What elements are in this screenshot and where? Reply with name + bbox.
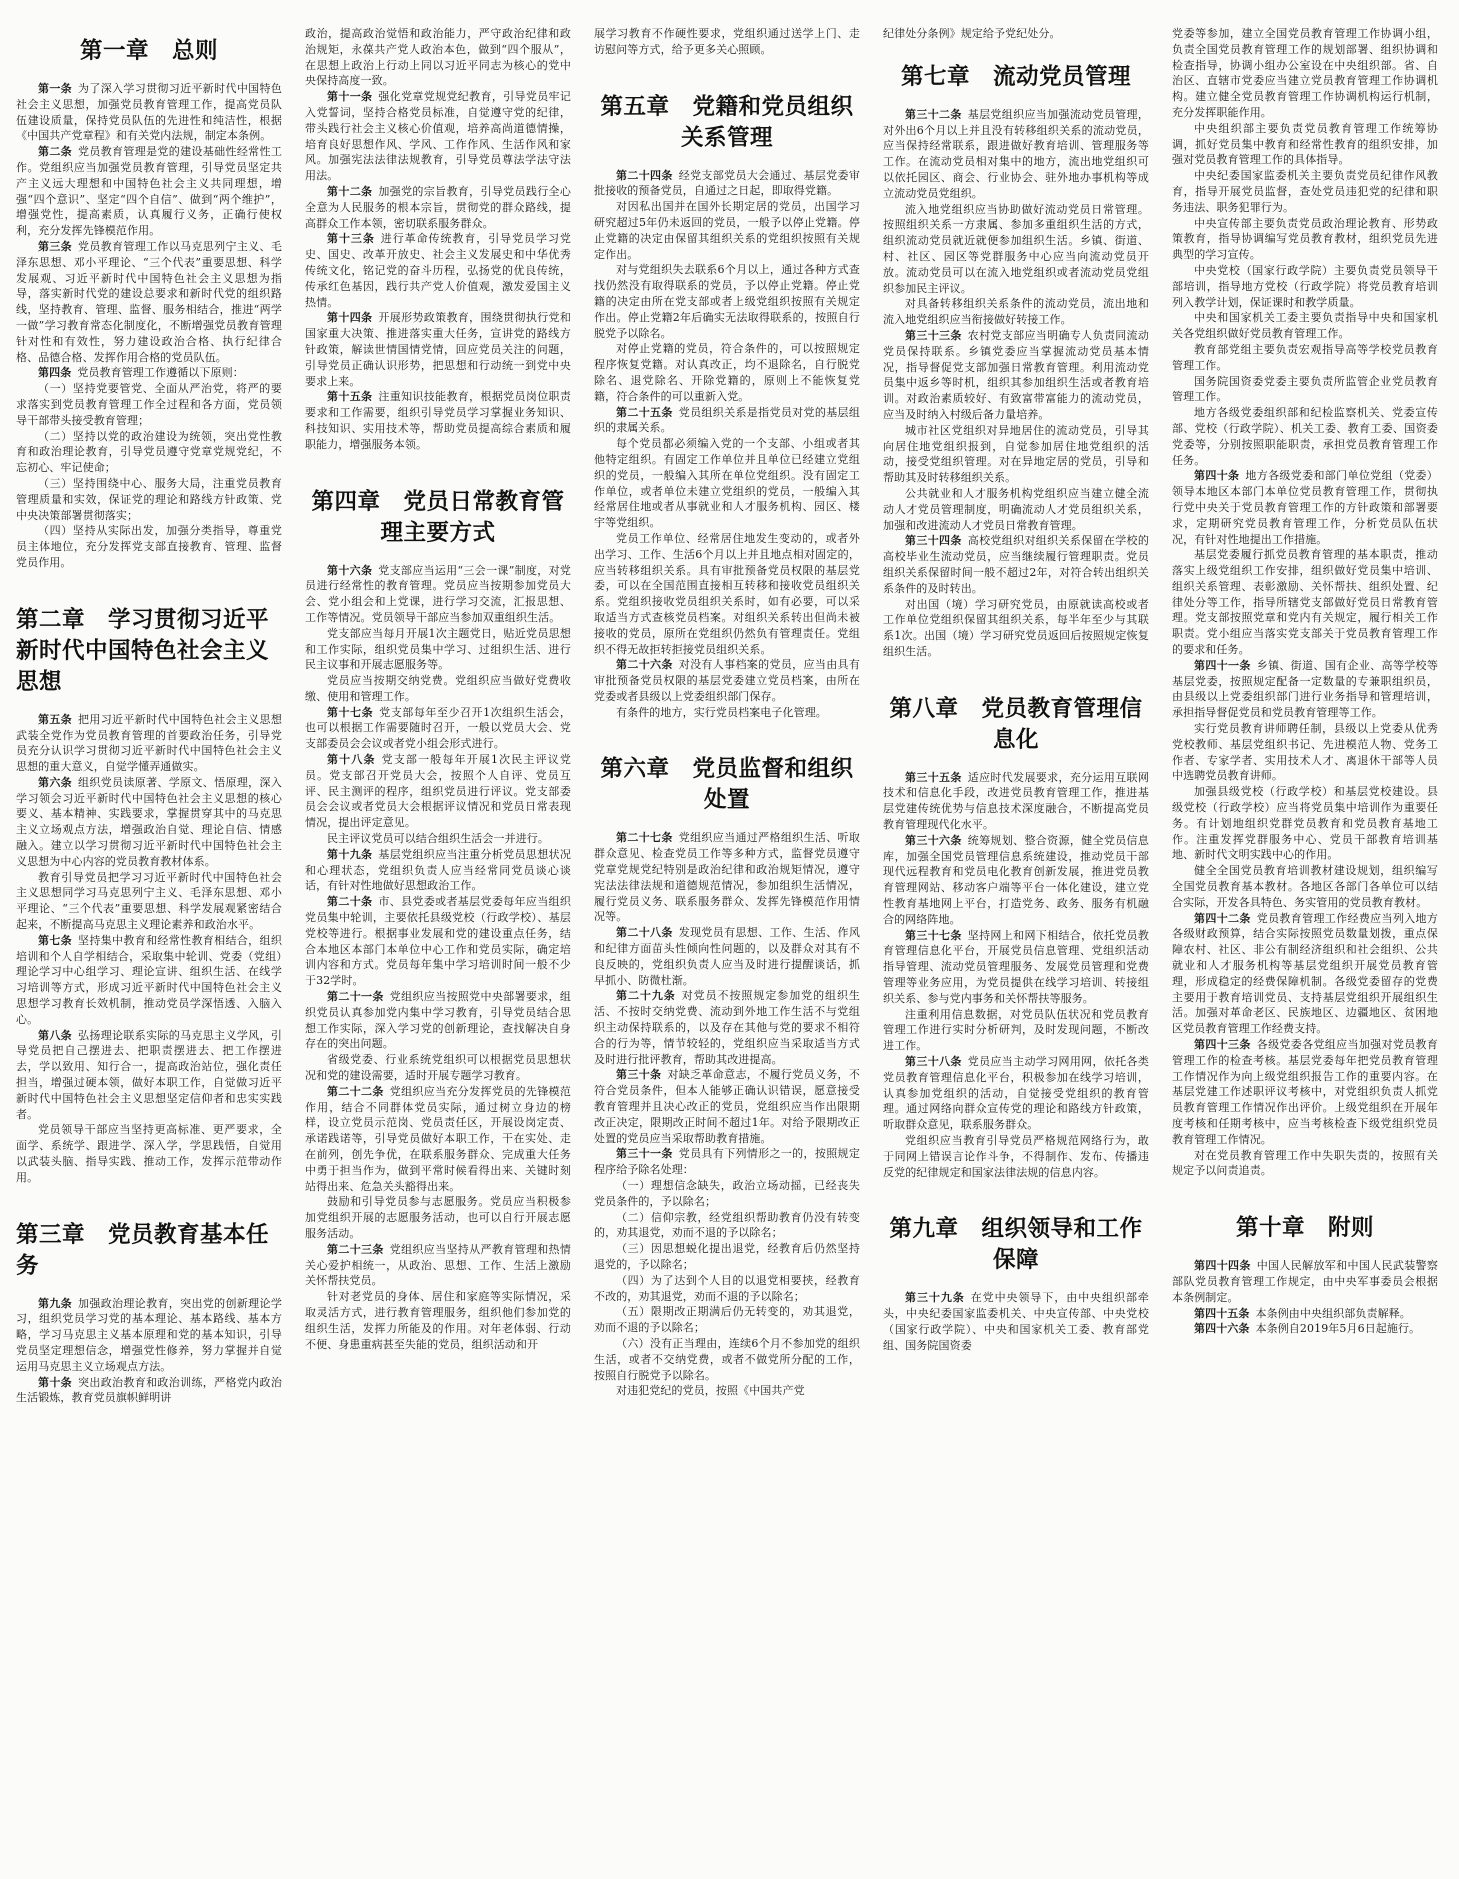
spacer — [883, 1180, 1149, 1204]
article-text: 强化党章党规党纪教育，引导党员牢记入党誓词，坚持合格党员标准，自觉遵守党的纪律，带头践行社会主义核心价值观，培养高尚道德情操，培育良好思想作风、学风、工作作风、生活作风和家风。加强宪法法律法规教育，引导党员尊法学法守法用法。 — [305, 90, 571, 183]
body-paragraph — [883, 202, 1149, 297]
body-paragraph — [305, 831, 571, 847]
article-text: 乡镇、街道、国有企业、高等学校等基层党委，按照规定配备一定数量的专兼职组织员，由县级以上党委组织部门进行业务指导和管理培训，承担指导督促党员和党员教育管理等工作。 — [1172, 658, 1438, 720]
article-paragraph — [594, 830, 860, 925]
article-text: 中央组织部主要负责党员教育管理工作统筹协调，抓好党员集中教育和经常性教育的组织安排，加强对党员教育管理工作的具体指导。 — [1172, 121, 1438, 167]
body-paragraph — [1172, 374, 1438, 406]
article-text: 党组织应当通过严格组织生活、听取群众意见、检查党员工作等多种方式，监督党员遵守党章党规党纪特别是政治纪律和政治规矩情况，遵守宪法法律法规和道德规范情况，参加组织生活情况，履行党员义务、联系服务群众、发挥先锋模范作用情况等。 — [594, 831, 860, 924]
chapter-heading: 第五章 党籍和党员组织关系管理 — [600, 93, 854, 151]
article-text: 党员应当按期交纳党费。党组织应当做好党费收缴、使用和管理工作。 — [305, 674, 571, 703]
article-paragraph — [305, 847, 571, 894]
article-paragraph — [305, 389, 571, 452]
body-paragraph — [594, 436, 860, 531]
article-number: 第三十二条 — [905, 107, 962, 121]
article-paragraph — [305, 184, 571, 231]
spacer — [594, 58, 860, 82]
article-number: 第二十五条 — [616, 405, 673, 419]
body-paragraph — [594, 1273, 860, 1305]
article-text: 农村党支部应当明确专人负责同流动党员保持联系。乡镇党委应当掌握流动党员基本情况，指导督促党支部加强日常教育管理。利用流动党员集中返乡等时机，组织其参加组织生活或者教育培训。对政治素质较好、有致富带富能力的流动党员，应当及时纳入村级后备力量培养。 — [883, 328, 1149, 421]
article-paragraph — [16, 144, 282, 239]
article-text: 在党中央领导下，由中央组织部牵头，中央纪委国家监委机关、中央宣传部、中央党校（国家行政学院）、中央和国家机关工委、教育部党组、国务院国资委 — [883, 1291, 1149, 1352]
article-text: 发现党员有思想、工作、生活、作风和纪律方面苗头性倾向性问题的，以及群众对其有不良反映的，党组织负责人应当及时进行提醒谈话，抓早抓小、防微杜渐。 — [594, 926, 860, 987]
article-text: 展学习教育不作硬性要求，党组织通过送学上门、走访慰问等方式，给予更多关心照顾。 — [594, 27, 860, 56]
article-number: 第十五条 — [327, 390, 373, 404]
article-text: 教育引导党员把学习习近平新时代中国特色社会主义思想同学习马克思列宁主义、毛泽东思想、邓小平理论、“三个代表”重要思想、科学发展观紧密结合起来，不断提高马克思主义理论素养和政治水平。 — [16, 870, 282, 932]
article-paragraph — [16, 239, 282, 365]
article-number: 第四条 — [38, 366, 72, 380]
article-text: 实行党员教育讲师聘任制，县级以上党委从优秀党校教师、基层党组织书记、先进模范人物、党务工作者、专家学者、实用技术人才、离退休干部等人员中选聘党员教育讲师。 — [1172, 722, 1438, 783]
body-paragraph — [594, 1304, 860, 1336]
article-paragraph — [883, 1290, 1149, 1353]
body-paragraph — [1172, 1148, 1438, 1180]
body-paragraph — [1172, 405, 1438, 468]
article-number: 第十九条 — [327, 847, 373, 861]
article-number: 第三十七条 — [905, 928, 962, 942]
article-text: 对党员不按照规定参加党的组织生活、不按时交纳党费、流动到外地工作生活不与党组织主动保持联系的，以及存在其他与党的要求不相符合的行为等，情节较轻的，党组织应当采取适当方式及时进行批评教育，帮助其改进提高。 — [594, 989, 860, 1066]
body-paragraph — [1172, 547, 1438, 658]
article-paragraph — [883, 928, 1149, 1007]
article-number: 第十三条 — [327, 232, 375, 246]
article-number: 第二十九条 — [616, 989, 676, 1003]
article-text: 对出国（境）学习研究党员，由原就读高校或者工作单位党组织保留其组织关系，每半年至少与其联系1次。出国（境）学习研究党员返回后按照规定恢复组织生活。 — [883, 597, 1149, 658]
article-text: 党员工作单位、经常居住地发生变动的，或者外出学习、工作、生活6个月以上并且地点相对固定的，应当转移组织关系。具有审批预备党员权限的基层党委，可以在全国范围直接相互转移和接收党员组织关系。党组织接收党员组织关系时，如有必要，可以采取适当方式查核党员档案。对组织关系转出但尚未被接收的党员，原所在党组织仍然负有管理责任。党组织不得无故拒转拒接党员组织关系。 — [594, 531, 860, 656]
article-paragraph — [16, 81, 282, 144]
article-text: 组织党员读原著、学原文、悟原理，深入学习领会习近平新时代中国特色社会主义思想的核心要义、基本精神、实践要求，掌握贯穿其中的马克思主义立场观点方法，增强政治自觉、理论自信、情感融入。建立以学习贯彻习近平新时代中国特色社会主义思想为中心内容的党员教育教材体系。 — [16, 775, 282, 868]
article-text: 公共就业和人才服务机构党组织应当建立健全流动人才党员管理制度，明确流动人才党员组织关系，加强和改进流动人才党员日常教育管理。 — [883, 486, 1149, 532]
article-text: 党组织应当按照党中央部署要求，组织党员认真参加党内集中学习教育，引导党员结合思想工作实际，深入学习党的创新理论，查找解决自身存在的突出问题。 — [305, 990, 571, 1051]
spacer — [1172, 1179, 1438, 1203]
article-paragraph — [16, 775, 282, 870]
article-number: 第十四条 — [327, 311, 373, 325]
article-number: 第八条 — [38, 1028, 73, 1042]
article-text: 加强党的宗旨教育，引导党员践行全心全意为人民服务的根本宗旨，贯彻党的群众路线，提高群众工作本领，密切联系服务群众。 — [305, 184, 571, 230]
article-number: 第二十一条 — [327, 990, 384, 1004]
article-paragraph — [305, 1242, 571, 1289]
article-paragraph — [1172, 1306, 1438, 1322]
body-paragraph — [594, 705, 860, 721]
article-text: （五）限期改正期满后仍无转变的，劝其退党，劝而不退的予以除名； — [594, 1305, 860, 1335]
article-text: 党员教育管理是党的建设基础性经常性工作。党组织应当加强党员教育管理，引导党员坚定共产主义远大理想和中国特色社会主义共同理想，增强“四个意识”、坚定“四个自信”、做到“两个维护”，增强党性，提高素质，认真履行义务，正确行使权利，充分发挥先锋模范作用。 — [16, 145, 282, 238]
article-text: 政治，提高政治觉悟和政治能力，严守政治纪律和政治规矩，永葆共产党人政治本色，做到“四个服从”，在思想上政治上行动上同以习近平同志为核心的党中央保持高度一致。 — [305, 27, 571, 88]
column-3 — [594, 26, 860, 1879]
article-paragraph — [16, 365, 282, 381]
article-number: 第六条 — [38, 775, 73, 789]
article-text: 对缺乏革命意志，不履行党员义务，不符合党员条件，但本人能够正确认识错误，愿意接受教育管理并且决心改正的党员，党组织应当作出限期改正决定，限期改正时间不超过1年。对给予限期改正处置的党员应当采取帮助教育措施。 — [594, 1068, 860, 1145]
article-number: 第二十七条 — [616, 831, 673, 845]
article-text: （三）因思想蜕化提出退党，经教育后仍然坚持退党的，予以除名； — [594, 1242, 860, 1271]
body-paragraph — [883, 296, 1149, 328]
article-paragraph — [594, 168, 860, 200]
chapter-heading: 第九章 组织领导和工作保障 — [889, 1216, 1143, 1274]
chapter-heading: 第一章 总则 — [79, 38, 218, 64]
body-paragraph — [1172, 168, 1438, 215]
body-paragraph — [1172, 216, 1438, 263]
article-number: 第三十八条 — [905, 1055, 962, 1069]
chapter-heading: 第三章 党员教育基本任务 — [16, 1221, 270, 1279]
body-paragraph — [16, 523, 282, 570]
article-text: 党组织应当教育引导党员严格规范网络行为，敢于同网上错误言论作斗争，不得制作、发布、传播违反党的纪律规定和国家法律法规的信息内容。 — [883, 1134, 1149, 1179]
article-text: 注重知识技能教育，根据党员岗位职责要求和工作需要，组织引导党员学习掌握业务知识、科技知识、实用技术等，帮助党员提高综合素质和履职能力，增强服务本领。 — [305, 390, 571, 451]
article-number: 第三十条 — [616, 1068, 662, 1082]
body-paragraph — [16, 381, 282, 428]
article-number: 第四十六条 — [1194, 1322, 1250, 1336]
article-number: 第四十三条 — [1194, 1038, 1251, 1051]
article-paragraph — [305, 705, 571, 752]
article-number: 第三十四条 — [905, 534, 962, 548]
spacer — [883, 42, 1149, 52]
article-paragraph — [305, 752, 571, 831]
article-paragraph — [1172, 1321, 1438, 1337]
article-text: 健全全国党员教育培训教材建设规划，组织编写全国党员教育基本教材。各地区各部门各单位可以结合实际，开发各具特色、务实管用的党员教育教材。 — [1172, 864, 1438, 909]
article-text: （二）坚持以党的政治建设为统领，突出党性教育和政治理论教育，引导党员遵守党章党规党纪，不忘初心、牢记使命； — [16, 429, 282, 475]
article-text: 中央纪委国家监委机关主要负责党员纪律作风教育，指导开展党员监督，查处党员违犯党的纪律和职务违法、职务犯罪行为。 — [1172, 169, 1438, 214]
chapter-heading: 第六章 党员监督和组织处置 — [600, 756, 854, 814]
body-paragraph — [1172, 26, 1438, 121]
body-paragraph — [1172, 721, 1438, 784]
body-paragraph — [883, 1133, 1149, 1180]
body-paragraph — [16, 429, 282, 476]
article-text: （一）理想信念缺失，政治立场动摇，已经丧失党员条件的，予以除名； — [594, 1179, 860, 1208]
spacer — [594, 720, 860, 744]
article-number: 第三十三条 — [905, 328, 962, 342]
article-text: 对违犯党纪的党员，按照《中国共产党 — [616, 1384, 805, 1398]
body-paragraph — [1172, 863, 1438, 910]
body-paragraph — [594, 199, 860, 262]
article-paragraph — [594, 1067, 860, 1146]
body-paragraph — [883, 1007, 1149, 1054]
body-paragraph — [1172, 342, 1438, 374]
body-paragraph — [594, 341, 860, 404]
article-text: 注重利用信息数据，对党员队伍状况和党员教育管理工作进行实时分析研判，及时发现问题，不断改进工作。 — [883, 1007, 1149, 1053]
article-text: 对因私出国并在国外长期定居的党员，出国学习研究超过5年仍未返回的党员，一般予以停止党籍。停止党籍的决定由保留其组织关系的党组织按照有关规定作出。 — [594, 200, 860, 261]
article-text: 开展形势政策教育，围绕贯彻执行党和国家重大决策、推进落实重大任务，宣讲党的路线方针政策，解读世情国情党情，回应党员关注的问题，引导党员正确认识形势，把思想和行动统一到党中央要求上来。 — [305, 311, 571, 388]
spacer — [883, 660, 1149, 684]
article-paragraph — [16, 712, 282, 775]
article-text: 教育部党组主要负责宏观指导高等学校党员教育管理工作。 — [1172, 342, 1438, 372]
article-paragraph — [883, 107, 1149, 202]
article-number: 第十二条 — [327, 184, 373, 198]
article-text: 为了深入学习贯彻习近平新时代中国特色社会主义思想，加强党员教育管理工作，提高党员队伍建设质量，保持党员队伍的先进性和纯洁性，根据《中国共产党章程》和有关党内法规，制定本条例。 — [16, 82, 282, 143]
article-paragraph — [1172, 1037, 1438, 1148]
article-text: 坚持集中教育和经常性教育相结合，组织培训和个人自学相结合，采取集中轮训、党委（党组）理论学习中心组学习、理论宣讲、组织生活、在线学习培训等方式，形成习近平新时代中国特色社会主义思想学习教育长效机制，推动党员学深悟透、入脑入心。 — [16, 933, 282, 1026]
article-number: 第四十一条 — [1194, 658, 1251, 672]
article-text: 基层党组织应当注重分析党员思想状况和心理状态，党组织负责人应当经常同党员谈心谈话，有针对性地做好思想政治工作。 — [305, 847, 571, 893]
article-text: 适应时代发展要求，充分运用互联网技术和信息化手段，改进党员教育管理工作，推进基层党建传统优势与信息技术深度融合，不断提高党员教育管理现代化水平。 — [883, 770, 1149, 832]
article-paragraph — [883, 533, 1149, 596]
chapter-heading: 第十章 附则 — [1235, 1215, 1374, 1242]
article-text: 党支部每年至少召开1次组织生活会，也可以根据工作需要随时召开，一般以党员大会、党支部委员会会议或者党小组会形式进行。 — [305, 705, 571, 751]
article-paragraph — [16, 933, 282, 1028]
article-text: 对具备转移组织关系条件的流动党员，流出地和流入地党组织应当衔接做好转接工作。 — [883, 297, 1149, 327]
article-text: （三）坚持围绕中心、服务大局，注重党员教育管理质量和实效，保证党的理论和路线方针政策、党中央决策部署贯彻落实； — [16, 476, 282, 522]
article-text: （四）坚持从实际出发，加强分类指导，尊重党员主体地位，充分发挥党支部直接教育、管理、监督党员作用。 — [16, 524, 282, 569]
article-number: 第五条 — [38, 712, 73, 726]
article-number: 第七条 — [38, 933, 73, 947]
article-text: 鼓励和引导党员参与志愿服务。党员应当积极参加党组织开展的志愿服务活动，也可以自行开展志愿服务活动。 — [305, 1195, 571, 1240]
article-number: 第二十条 — [327, 895, 373, 909]
article-paragraph — [594, 1146, 860, 1178]
article-text: 突出政治教育和政治训练，严格党内政治生活锻炼，教育党员旗帜鲜明讲 — [16, 1375, 282, 1405]
article-text: 党员教育管理工作经费应当列入地方各级财政预算，结合实际按照党员数量划拨，重点保障农村、社区、非公有制经济组织和社会组织、公共就业和人才服务机构等基层党组织开展党员教育管理，形成稳定的经费保障机制。各级党委留存的党费主要用于教育培训党员、支持基层党组织开展组织生活。加强对革命老区、民族地区、边疆地区、贫困地区党员教育管理工作经费支持。 — [1172, 911, 1438, 1036]
body-paragraph — [883, 486, 1149, 533]
article-text: （六）没有正当理由，连续6个月不参加党的组织生活，或者不交纳党费，或者不做党所分配的工作，按照自行脱党予以除名。 — [594, 1336, 860, 1382]
article-text: 党员教育管理工作遵循以下原则： — [77, 366, 244, 380]
chapter-heading: 第七章 流动党员管理 — [900, 63, 1131, 90]
body-paragraph — [1172, 263, 1438, 310]
article-text: 高校党组织对组织关系保留在学校的高校毕业生流动党员，应当继续履行管理职责。党员组织关系保留时间一般不超过2年，对符合转出组织关系条件的及时转出。 — [883, 534, 1149, 595]
article-number: 第十七条 — [327, 705, 374, 719]
body-paragraph — [16, 1122, 282, 1185]
chapter-heading: 第二章 学习贯彻习近平新时代中国特色社会主义思想 — [16, 606, 270, 695]
article-number: 第十八条 — [327, 753, 376, 767]
article-number: 第三条 — [38, 239, 73, 253]
article-text: 对停止党籍的党员，符合条件的，可以按照规定程序恢复党籍。对认真改正，均不退除名，自行脱党除名、退党除名、开除党籍的，原则上不能恢复党籍，符合条件的可以重新入党。 — [594, 342, 860, 403]
article-text: 对与党组织失去联系6个月以上，通过各种方式查找仍然没有取得联系的党员，予以停止党籍。停止党籍的决定由所在党支部或者上级党组织按照有关规定作出。停止党籍2年后确实无法取得联系的，按照自行脱党予以除名。 — [594, 263, 860, 340]
article-text: 党员应当主动学习网用网，依托各类党员教育管理信息化平台，积极参加在线学习培训，认真参加党组织的活动，自觉接受党组织的教育管理。通过网络向群众宣传党的理论和路线方针政策，听取群众意见，联系服务群众。 — [883, 1055, 1149, 1132]
column-2 — [305, 26, 571, 1879]
article-paragraph — [594, 657, 860, 704]
article-text: 党支部一般每年开展1次民主评议党员。党支部召开党员大会，按照个人自评、党员互评、民主测评的程序，组织党员进行评议。党支部委员会会议或者党员大会根据评议情况和党员日常表现情况，提出评定意见。 — [305, 753, 571, 830]
body-paragraph — [594, 531, 860, 657]
article-text: 加强县级党校（行政学校）和基层党校建设。县级党校（行政学校）应当将党员集中培训作为重要任务。有计划地组织党群党员教育和党员教育基地工作。注重发挥党群服务中心、党员干部教育培训基地、新时代文明实践中心的作用。 — [1172, 785, 1438, 862]
article-text: 本条例由中央组织部负责解释。 — [1255, 1306, 1411, 1320]
article-text: 地方各级党委和部门单位党组（党委）领导本地区本部门本单位党员教育管理工作，贯彻执行党中央关于党员教育管理工作的方针政策和部署要求，定期研究党员教育管理工作，分析党员队伍状况，有针对性地提出工作措施。 — [1172, 469, 1438, 546]
article-paragraph — [305, 989, 571, 1052]
article-number: 第二十六条 — [616, 658, 673, 672]
article-paragraph — [594, 925, 860, 988]
article-text: （二）信仰宗教，经党组织帮助教育仍没有转变的，劝其退党，劝而不退的予以除名； — [594, 1210, 860, 1240]
column-5 — [1172, 26, 1438, 1879]
article-paragraph — [305, 1084, 571, 1195]
spacer — [16, 1186, 282, 1210]
body-paragraph — [1172, 310, 1438, 342]
article-paragraph — [1172, 1258, 1438, 1305]
column-1 — [16, 26, 282, 1879]
article-number: 第三十一条 — [616, 1147, 673, 1161]
article-text: 党员领导干部应当坚持更高标准、更严要求，全面学、系统学、跟进学、深入学，学思践悟，自觉用以武装头脑、指导实践、推动工作，发挥示范带动作用。 — [16, 1123, 282, 1184]
article-number: 第十一条 — [327, 90, 373, 104]
article-text: 国务院国资委党委主要负责所监管企业党员教育管理工作。 — [1172, 374, 1438, 404]
article-paragraph — [305, 894, 571, 989]
article-text: 中央和国家机关工委主要负责指导中央和国家机关各党组织做好党员教育管理工作。 — [1172, 311, 1438, 341]
article-paragraph — [305, 310, 571, 389]
article-text: （一）坚持党要管党、全面从严治党，将严的要求落实到党员教育管理工作全过程和各方面，党员领导干部带头接受教育管理； — [16, 382, 282, 427]
spacer — [16, 571, 282, 595]
body-paragraph — [305, 673, 571, 705]
article-number: 第十六条 — [327, 563, 373, 577]
body-paragraph — [305, 1194, 571, 1241]
article-number: 第二十二条 — [327, 1084, 384, 1098]
article-text: 每个党员都必须编入党的一个支部、小组或者其他特定组织。有固定工作单位并且单位已经建立党组织的党员，一般编入其所在单位党组织。没有固定工作单位，或者单位未建立党组织的党员，一般编入其经常居住地或者从事就业和人才服务机构、园区、楼宇等党组织。 — [594, 437, 860, 530]
article-number: 第二十三条 — [327, 1242, 384, 1256]
article-text: 坚持网上和网下相结合，依托党员教育管理信息化平台，开展党员信息管理、党组织活动指导管理、流动党员管理服务、发展党员管理和党费管理等业务应用，为党员提供在线学习培训、转接组织关系、参与党内事务和关怀帮扶等服务。 — [883, 928, 1149, 1005]
article-text: 对在党员教育管理工作中失职失责的，按照有关规定予以问责追责。 — [1172, 1148, 1438, 1178]
article-text: 党组织应当充分发挥党员的先锋模范作用，结合不同群体党员实际，通过树立身边的榜样，设立党员示范岗、党员责任区，开展设岗定责、承诺践诺等，引导党员做好本职工作，干在实处、走在前列，创先争优，在联系服务群众、完成重大任务中勇于担当作为，做到平常时候看得出来、关键时刻站得出来、危急关头豁得出来。 — [305, 1084, 571, 1193]
body-paragraph — [16, 870, 282, 933]
article-paragraph — [594, 405, 860, 437]
article-paragraph — [16, 1028, 282, 1123]
article-paragraph — [883, 770, 1149, 833]
body-paragraph — [594, 1383, 860, 1399]
article-text: 党员教育管理工作以马克思列宁主义、毛泽东思想、邓小平理论、“三个代表”重要思想、科学发展观、习近平新时代中国特色社会主义思想为指导，落实新时代党的建设总要求和新时代党的组织路线，坚持教育、管理、监督、服务相结合，推进“两学一做”学习教育常态化制度化，不断增强党员教育管理针对性和有效性，努力建设政治合格、执行纪律合格、品德合格、发挥作用合格的党员队伍。 — [16, 239, 282, 364]
article-text: 各级党委各党组应当加强对党员教育管理工作的检查考核。基层党委每年把党员教育管理工作情况作为向上级党组织报告工作的重要内容。在基层党建工作述职评议考核中，对党组织负责人抓党员教育管理工作情况作出评价。上级党组织在开展年度考核和任期考核中，应当考核检查下级党组织党员教育管理工作情况。 — [1172, 1038, 1438, 1146]
body-paragraph — [594, 1178, 860, 1210]
article-text: 统筹规划、整合资源，健全党员信息库，加强全国党员管理信息系统建设，推动党员干部现代远程教育和党员电化教育创新发展，推进党员教育管理网站、移动客户端等平台一体化建设，建立党性教育基地网上平台，打造党务、政务、服务有机融合的网络阵地。 — [883, 833, 1149, 926]
article-text: 民主评议党员可以结合组织生活会一并进行。 — [327, 832, 549, 846]
article-text: 党组织应当坚持从严教育管理和热情关心爱护相统一，从政治、思想、工作、生活上激励关怀帮扶党员。 — [305, 1242, 571, 1288]
article-text: 党员具有下列情形之一的，按照规定程序给予除名处理： — [594, 1147, 860, 1177]
body-paragraph — [883, 597, 1149, 660]
article-paragraph — [16, 1296, 282, 1375]
article-text: 进行革命传统教育，引导党员学习党史、国史、改革开放史、社会主义发展史和中华优秀传统文化，铭记党的奋斗历程，弘扬党的优良传统，传承红色基因，践行共产党人价值观，激发爱国主义热情。 — [305, 232, 571, 309]
article-text: 党支部应当运用“三会一课”制度，对党员进行经常性的教育管理。党员应当按期参加党员大会、党小组会和上党课，进行学习交流，汇报思想、工作等情况。党员领导干部应当参加双重组织生活。 — [305, 563, 571, 624]
body-paragraph — [305, 1052, 571, 1084]
article-text: 市、县党委或者基层党委每年应当组织党员集中轮训，主要依托县级党校（行政学校）、基层党校等进行。根据事业发展和党的建设重点任务，结合本地区本部门本单位中心工作和党员实际，确定培训内容和方式。党员每年集中学习培训时间一般不少于32学时。 — [305, 895, 571, 988]
body-paragraph — [1172, 121, 1438, 168]
body-paragraph — [594, 262, 860, 341]
article-text: 纪律处分条例》规定给予党纪处分。 — [883, 27, 1061, 40]
body-paragraph — [883, 423, 1149, 486]
article-text: 中国人民解放军和中国人民武装警察部队党员教育管理工作规定，由中央军事委员会根据本条例制定。 — [1172, 1259, 1438, 1304]
chapter-heading: 第四章 党员日常教育管理主要方式 — [311, 488, 565, 546]
article-number: 第四十条 — [1194, 469, 1240, 483]
article-paragraph — [305, 231, 571, 310]
article-text: 经党支部党员大会通过、基层党委审批接收的预备党员，自通过之日起，即取得党籍。 — [594, 168, 860, 198]
article-text: 城市社区党组织对异地居住的流动党员，引导其向居住地党组织报到，自觉参加居住地党组织的活动，接受党组织管理。对在异地定居的党员，引导和帮助其及时转移组织关系。 — [883, 423, 1149, 485]
body-paragraph — [594, 1241, 860, 1273]
article-text: 基层党组织应当加强流动党员管理，对外出6个月以上并且没有转移组织关系的流动党员，应当保持经常联系，跟进做好教育培训、管理服务等工作。在流动党员相对集中的地方，流出地党组织可以依托园区、商会、行业协会、驻外地办事机构等成立流动党员党组织。 — [883, 107, 1149, 200]
chapter-heading: 第八章 党员教育管理信息化 — [889, 695, 1143, 753]
article-text: （四）为了达到个人目的以退党相要挟，经教育不改的，劝其退党，劝而不退的予以除名； — [594, 1273, 860, 1303]
article-text: 党员组织关系是指党员对党的基层组织的隶属关系。 — [594, 405, 860, 435]
article-text: 党委等参加，建立全国党员教育管理工作协调小组，负责全国党员教育管理工作的规划部署、组织协调和检查指导，协调小组办公室设在中央组织部。省、自治区、直辖市党委应当建立党员教育管理工作协调机构。建立健全党员教育管理工作协调机构运行机制，充分发挥职能作用。 — [1172, 27, 1438, 119]
article-paragraph — [305, 563, 571, 626]
body-paragraph — [1172, 784, 1438, 863]
article-paragraph — [1172, 468, 1438, 547]
article-number: 第九条 — [38, 1296, 73, 1310]
article-text: 有条件的地方，实行党员档案电子化管理。 — [616, 705, 827, 719]
article-number: 第三十六条 — [905, 833, 962, 847]
body-paragraph — [883, 26, 1149, 42]
article-paragraph — [594, 988, 860, 1067]
article-number: 第三十九条 — [905, 1291, 965, 1305]
article-number: 第二十八条 — [616, 926, 673, 940]
body-paragraph — [594, 1336, 860, 1383]
body-paragraph — [305, 626, 571, 673]
article-number: 第二条 — [38, 145, 73, 159]
article-number: 第十条 — [38, 1375, 73, 1389]
article-paragraph — [883, 833, 1149, 928]
article-text: 省级党委、行业系统党组织可以根据党员思想状况和党的建设需要，适时开展专题学习教育。 — [305, 1053, 571, 1083]
body-paragraph — [594, 26, 860, 58]
body-paragraph — [305, 1289, 571, 1352]
article-number: 第三十五条 — [905, 770, 962, 784]
article-text: 对没有人事档案的党员，应当由具有审批预备党员权限的基层党委建立党员档案，由所在党委或者县级以上党委组织部门保存。 — [594, 658, 860, 703]
article-paragraph — [305, 89, 571, 184]
article-text: 中央宣传部主要负责党员政治理论教育、形势政策教育，指导协调编写党员教育教材，组织党员先进典型的学习宣传。 — [1172, 216, 1438, 262]
body-paragraph — [16, 476, 282, 523]
column-4 — [883, 26, 1149, 1879]
spacer — [305, 453, 571, 477]
article-text: 中央党校（国家行政学院）主要负责党员领导干部培训，指导地方党校（行政学院）将党员教育培训列入教学计划，保证课时和教学质量。 — [1172, 263, 1438, 309]
article-paragraph — [1172, 658, 1438, 721]
article-text: 把用习近平新时代中国特色社会主义思想武装全党作为党员教育管理的首要政治任务，引导党员充分认识学习贯彻习近平新时代中国特色社会主义思想的重大意义，自觉学懂弄通做实。 — [16, 712, 282, 774]
article-paragraph — [1172, 911, 1438, 1037]
article-text: 加强政治理论教育，突出党的创新理论学习，组织党员学习党的基本理论、基本路线、基本方略，学习马克思主义基本原理和党的基本知识，引导党员坚定理想信念，增强党性修养，努力掌握并自觉运用马克思主义立场观点方法。 — [16, 1296, 282, 1373]
article-paragraph — [883, 328, 1149, 423]
article-number: 第四十二条 — [1194, 911, 1251, 925]
article-text: 基层党委履行抓党员教育管理的基本职责，推动落实上级党组织工作安排，组织做好党员集中培训、组织关系管理、表彰激励、关怀帮扶、组织处置、纪律处分等工作，指导所辖党支部做好党员日常教育管理。党支部按照党章和党内有关规定，履行相关工作职责。党小组应当落实党支部关于党员教育管理工作的要求和任务。 — [1172, 548, 1438, 657]
article-text: 地方各级党委组织部和纪检监察机关、党委宣传部、党校（行政学院）、机关工委、教育工委、国资委党委等，分别按照职能职责，承担党员教育管理工作任务。 — [1172, 406, 1438, 467]
article-number: 第二十四条 — [616, 168, 673, 182]
article-text: 本条例自2019年5月6日起施行。 — [1255, 1322, 1421, 1336]
article-text: 针对老党员的身体、居住和家庭等实际情况，采取灵活方式，进行教育管理服务，组织他们参加党的组织生活，发挥力所能及的作用。对年老体弱、行动不便、身患重病甚至失能的党员，组织活动和开 — [305, 1290, 571, 1351]
article-text: 流入地党组织应当协助做好流动党员日常管理。按照组织关系一方隶属、参加多重组织生活的方式，组织流动党员就近就便参加组织生活。乡镇、街道、村、社区、园区等党群服务中心应当向流动党员开放。流动党员可以在流入地党组织或者流动党员党组织参加民主评议。 — [883, 202, 1149, 295]
article-text: 弘扬理论联系实际的马克思主义学风，引导党员把自己摆进去、把职责摆进去、把工作摆进去，学以致用、知行合一，提高政治站位，强化责任担当，增强过硬本领，做好本职工作，自觉做习近平新时代中国特色社会主义思想坚定信仰者和忠实实践者。 — [16, 1028, 282, 1121]
body-paragraph — [594, 1210, 860, 1242]
body-paragraph — [305, 26, 571, 89]
article-number: 第四十四条 — [1194, 1259, 1251, 1273]
article-number: 第一条 — [38, 82, 73, 95]
article-paragraph — [883, 1054, 1149, 1133]
article-paragraph — [16, 1375, 282, 1407]
article-number: 第四十五条 — [1194, 1306, 1250, 1320]
article-text: 党支部应当每月开展1次主题党日，贴近党员思想和工作实际，组织党员集中学习、过组织生活、进行民主议事和开展志愿服务等。 — [305, 626, 571, 672]
